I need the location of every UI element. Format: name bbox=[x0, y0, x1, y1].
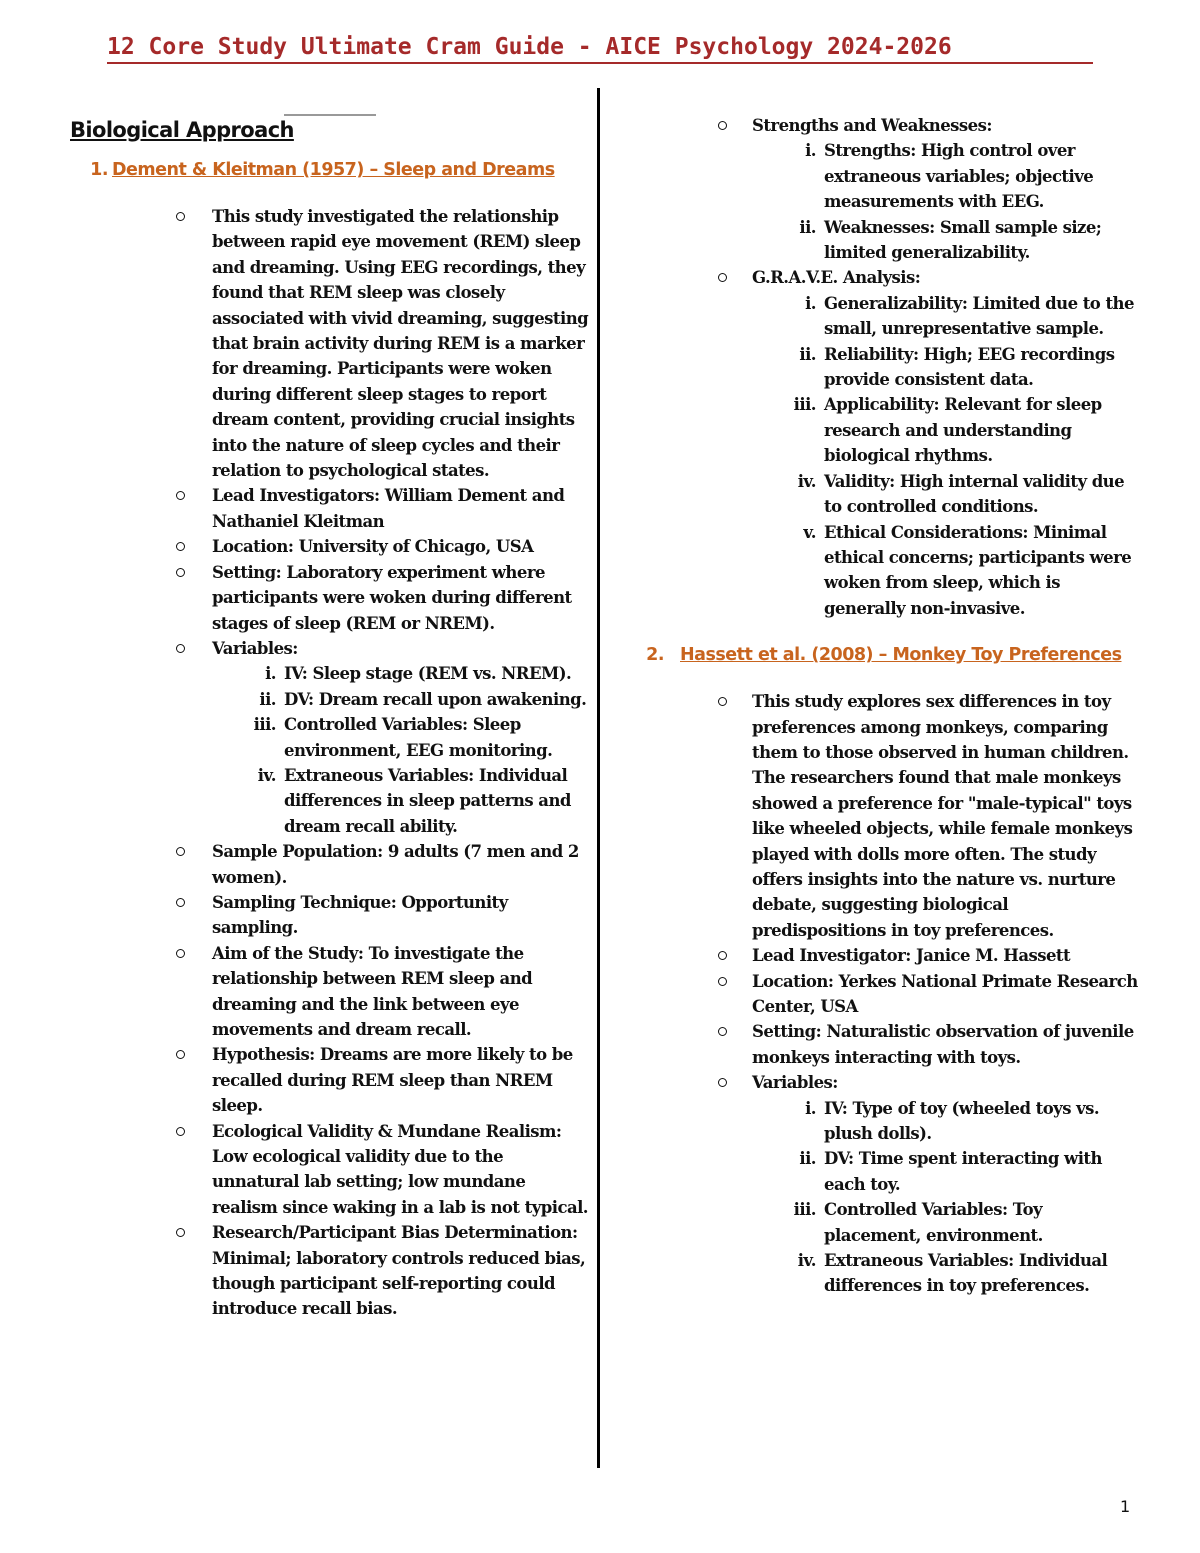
roman-numeral: ii. bbox=[799, 344, 816, 364]
hypothesis: Hypothesis: Dreams are more likely to be recalled during REM sleep than NREM sleep. bbox=[212, 1045, 573, 1116]
location: Location: Yerkes National Primate Research Center, USA bbox=[752, 971, 1138, 1016]
strengths: Strengths: High control over extraneous variables; objective measurements with EEG. bbox=[824, 141, 1094, 212]
study-summary: This study investigated the relationship between rapid eye movement (REM) sleep and dreaming. Using EEG recordings, they found that REM sleep was closely associated with vivid dreaming, suggesting that brain activity during REM is a marker for dreaming. Participants were woken during different sleep stages to report dream content, providing crucial insights into the nature of sleep cycles and their relation to psychological states. bbox=[212, 207, 589, 481]
list-item bbox=[70, 1220, 590, 1322]
roman-numeral: ii. bbox=[799, 217, 816, 237]
sample-population: Sample Population: 9 adults (7 men and 2 women). bbox=[212, 842, 579, 887]
sublist-item bbox=[212, 687, 590, 712]
hollow-circle-bullet-icon bbox=[176, 1127, 185, 1136]
roman-numeral: iii. bbox=[253, 715, 276, 735]
aim: Aim of the Study: To investigate the relationship between REM sleep and dreaming and the link between eye movements and dream recall. bbox=[212, 943, 533, 1039]
sublist-item bbox=[752, 215, 1140, 266]
hollow-circle-bullet-icon bbox=[176, 1050, 185, 1059]
location: Location: University of Chicago, USA bbox=[212, 537, 534, 557]
roman-numeral: ii. bbox=[259, 689, 276, 709]
sublist-item bbox=[212, 763, 590, 839]
setting: Setting: Laboratory experiment where participants were woken during different stages of sleep (REM or NREM). bbox=[212, 562, 572, 633]
study-number: 2. bbox=[646, 645, 664, 666]
study-title: Dement & Kleitman (1957) – Sleep and Dreams bbox=[112, 160, 555, 180]
sublist-item bbox=[752, 138, 1140, 214]
roman-numeral: ii. bbox=[799, 1149, 816, 1169]
hollow-circle-bullet-icon bbox=[176, 491, 185, 500]
study-number: 1. bbox=[90, 160, 108, 180]
hollow-circle-bullet-icon bbox=[718, 121, 727, 130]
list-item bbox=[70, 483, 590, 534]
list-item bbox=[640, 1070, 1140, 1299]
hollow-circle-bullet-icon bbox=[176, 212, 185, 221]
grave-label: G.R.A.V.E. Analysis: bbox=[752, 268, 921, 288]
roman-numeral: iii. bbox=[793, 395, 816, 415]
list-item bbox=[640, 113, 1140, 265]
document-title: 12 Core Study Ultimate Cram Guide - AICE Psychology 2024-2026 bbox=[107, 34, 1093, 64]
bias-determination: Research/Participant Bias Determination: Minimal; laboratory controls reduced bias, though participant self-reporting could introduce recall bias. bbox=[212, 1223, 586, 1319]
variable-dv: DV: Dream recall upon awakening. bbox=[284, 689, 587, 709]
roman-numeral: iv. bbox=[797, 471, 816, 491]
roman-numeral: iii. bbox=[793, 1200, 816, 1220]
variable-extraneous: Extraneous Variables: Individual differences in sleep patterns and dream recall ability. bbox=[284, 765, 571, 836]
roman-numeral: i. bbox=[805, 141, 816, 161]
variable-controlled: Controlled Variables: Toy placement, environment. bbox=[824, 1200, 1043, 1245]
list-item bbox=[640, 689, 1140, 943]
list-item bbox=[640, 969, 1140, 1020]
sublist-item bbox=[752, 520, 1140, 622]
roman-numeral: iv. bbox=[797, 1251, 816, 1271]
column-divider bbox=[597, 88, 600, 1468]
study-details-list bbox=[70, 204, 590, 1322]
hollow-circle-bullet-icon bbox=[718, 697, 727, 706]
roman-numeral: i. bbox=[805, 1098, 816, 1118]
hollow-circle-bullet-icon bbox=[176, 644, 185, 653]
sublist-item bbox=[752, 1146, 1140, 1197]
sublist-item bbox=[212, 661, 590, 686]
sublist-item bbox=[752, 291, 1140, 342]
sublist-item bbox=[752, 1096, 1140, 1147]
variable-iv: IV: Sleep stage (REM vs. NREM). bbox=[284, 664, 572, 684]
sublist-item bbox=[752, 342, 1140, 393]
hollow-circle-bullet-icon bbox=[176, 949, 185, 958]
list-item bbox=[70, 636, 590, 839]
variables-sublist bbox=[212, 661, 590, 839]
list-item bbox=[70, 839, 590, 890]
hollow-circle-bullet-icon bbox=[718, 1078, 727, 1087]
setting: Setting: Naturalistic observation of juvenile monkeys interacting with toys. bbox=[752, 1022, 1134, 1067]
grave-sublist bbox=[752, 291, 1140, 621]
hollow-circle-bullet-icon bbox=[718, 977, 727, 986]
list-item bbox=[640, 943, 1140, 968]
variable-extraneous: Extraneous Variables: Individual differences in toy preferences. bbox=[824, 1251, 1108, 1296]
list-item bbox=[640, 265, 1140, 621]
variables-label: Variables: bbox=[752, 1073, 838, 1093]
validity: Validity: High internal validity due to controlled conditions. bbox=[824, 471, 1125, 517]
roman-numeral: v. bbox=[803, 522, 816, 542]
sublist-item bbox=[752, 1248, 1140, 1299]
roman-numeral: i. bbox=[805, 293, 816, 313]
hollow-circle-bullet-icon bbox=[176, 898, 185, 907]
study-details-list bbox=[640, 689, 1140, 1299]
left-column bbox=[70, 118, 590, 1322]
hollow-circle-bullet-icon bbox=[176, 542, 185, 551]
weaknesses: Weaknesses: Small sample size; limited generalizability. bbox=[824, 217, 1102, 263]
sublist-item bbox=[212, 712, 590, 763]
list-item bbox=[70, 204, 590, 483]
generalizability: Generalizability: Limited due to the small, unrepresentative sample. bbox=[824, 293, 1134, 339]
variable-dv: DV: Time spent interacting with each toy. bbox=[824, 1149, 1102, 1194]
applicability: Applicability: Relevant for sleep research and understanding biological rhythms. bbox=[824, 395, 1102, 466]
hollow-circle-bullet-icon bbox=[718, 273, 727, 282]
variables-label: Variables: bbox=[212, 638, 298, 658]
hollow-circle-bullet-icon bbox=[176, 847, 185, 856]
study-title: Hassett et al. (2008) – Monkey Toy Preferences bbox=[680, 645, 1122, 666]
sublist-item bbox=[752, 469, 1140, 520]
list-item bbox=[640, 1019, 1140, 1070]
variables-sublist bbox=[752, 1096, 1140, 1299]
roman-numeral: iv. bbox=[257, 765, 276, 785]
hollow-circle-bullet-icon bbox=[176, 1228, 185, 1237]
right-column bbox=[640, 113, 1140, 1299]
roman-numeral: i. bbox=[265, 664, 276, 684]
lead-investigator: Lead Investigator: Janice M. Hassett bbox=[752, 946, 1071, 966]
study-heading-dement-kleitman bbox=[70, 160, 590, 180]
sublist-item bbox=[752, 392, 1140, 468]
sublist-item bbox=[752, 1197, 1140, 1248]
study-heading-hassett bbox=[640, 645, 1140, 665]
section-title: Biological Approach bbox=[70, 118, 294, 142]
hollow-circle-bullet-icon bbox=[176, 568, 185, 577]
reliability: Reliability: High; EEG recordings provide consistent data. bbox=[824, 344, 1115, 390]
list-item bbox=[70, 1119, 590, 1221]
list-item bbox=[70, 534, 590, 559]
ethical-considerations: Ethical Considerations: Minimal ethical concerns; participants were woken from sleep, which is generally non-invasive. bbox=[824, 522, 1132, 618]
study-summary: This study explores sex differences in toy preferences among monkeys, comparing them to those observed in human children. The researchers found that male monkeys showed a preference for "male-typical" toys like wheeled objects, while female monkeys played with dolls more often. The study offers insights into the nature vs. nurture debate, suggesting biological predispositions in toy preferences. bbox=[752, 692, 1133, 940]
strengths-weaknesses-sublist bbox=[752, 138, 1140, 265]
sampling-technique: Sampling Technique: Opportunity sampling. bbox=[212, 892, 508, 938]
ecological-validity: Ecological Validity & Mundane Realism: Low ecological validity due to the unnatural lab setting; low mundane realism since waking in a lab is not typical. bbox=[212, 1121, 588, 1217]
hollow-circle-bullet-icon bbox=[718, 1027, 727, 1036]
variable-iv: IV: Type of toy (wheeled toys vs. plush dolls). bbox=[824, 1098, 1100, 1144]
list-item bbox=[70, 890, 590, 941]
hollow-circle-bullet-icon bbox=[718, 951, 727, 960]
page-number: 1 bbox=[1120, 1497, 1131, 1516]
study-details-continued bbox=[640, 113, 1140, 621]
list-item bbox=[70, 560, 590, 636]
list-item bbox=[70, 1042, 590, 1118]
decorative-rule bbox=[284, 114, 376, 116]
strengths-weaknesses-label: Strengths and Weaknesses: bbox=[752, 116, 992, 135]
variable-controlled: Controlled Variables: Sleep environment, EEG monitoring. bbox=[284, 715, 553, 760]
lead-investigators: Lead Investigators: William Dement and Nathaniel Kleitman bbox=[212, 486, 565, 531]
list-item bbox=[70, 941, 590, 1043]
